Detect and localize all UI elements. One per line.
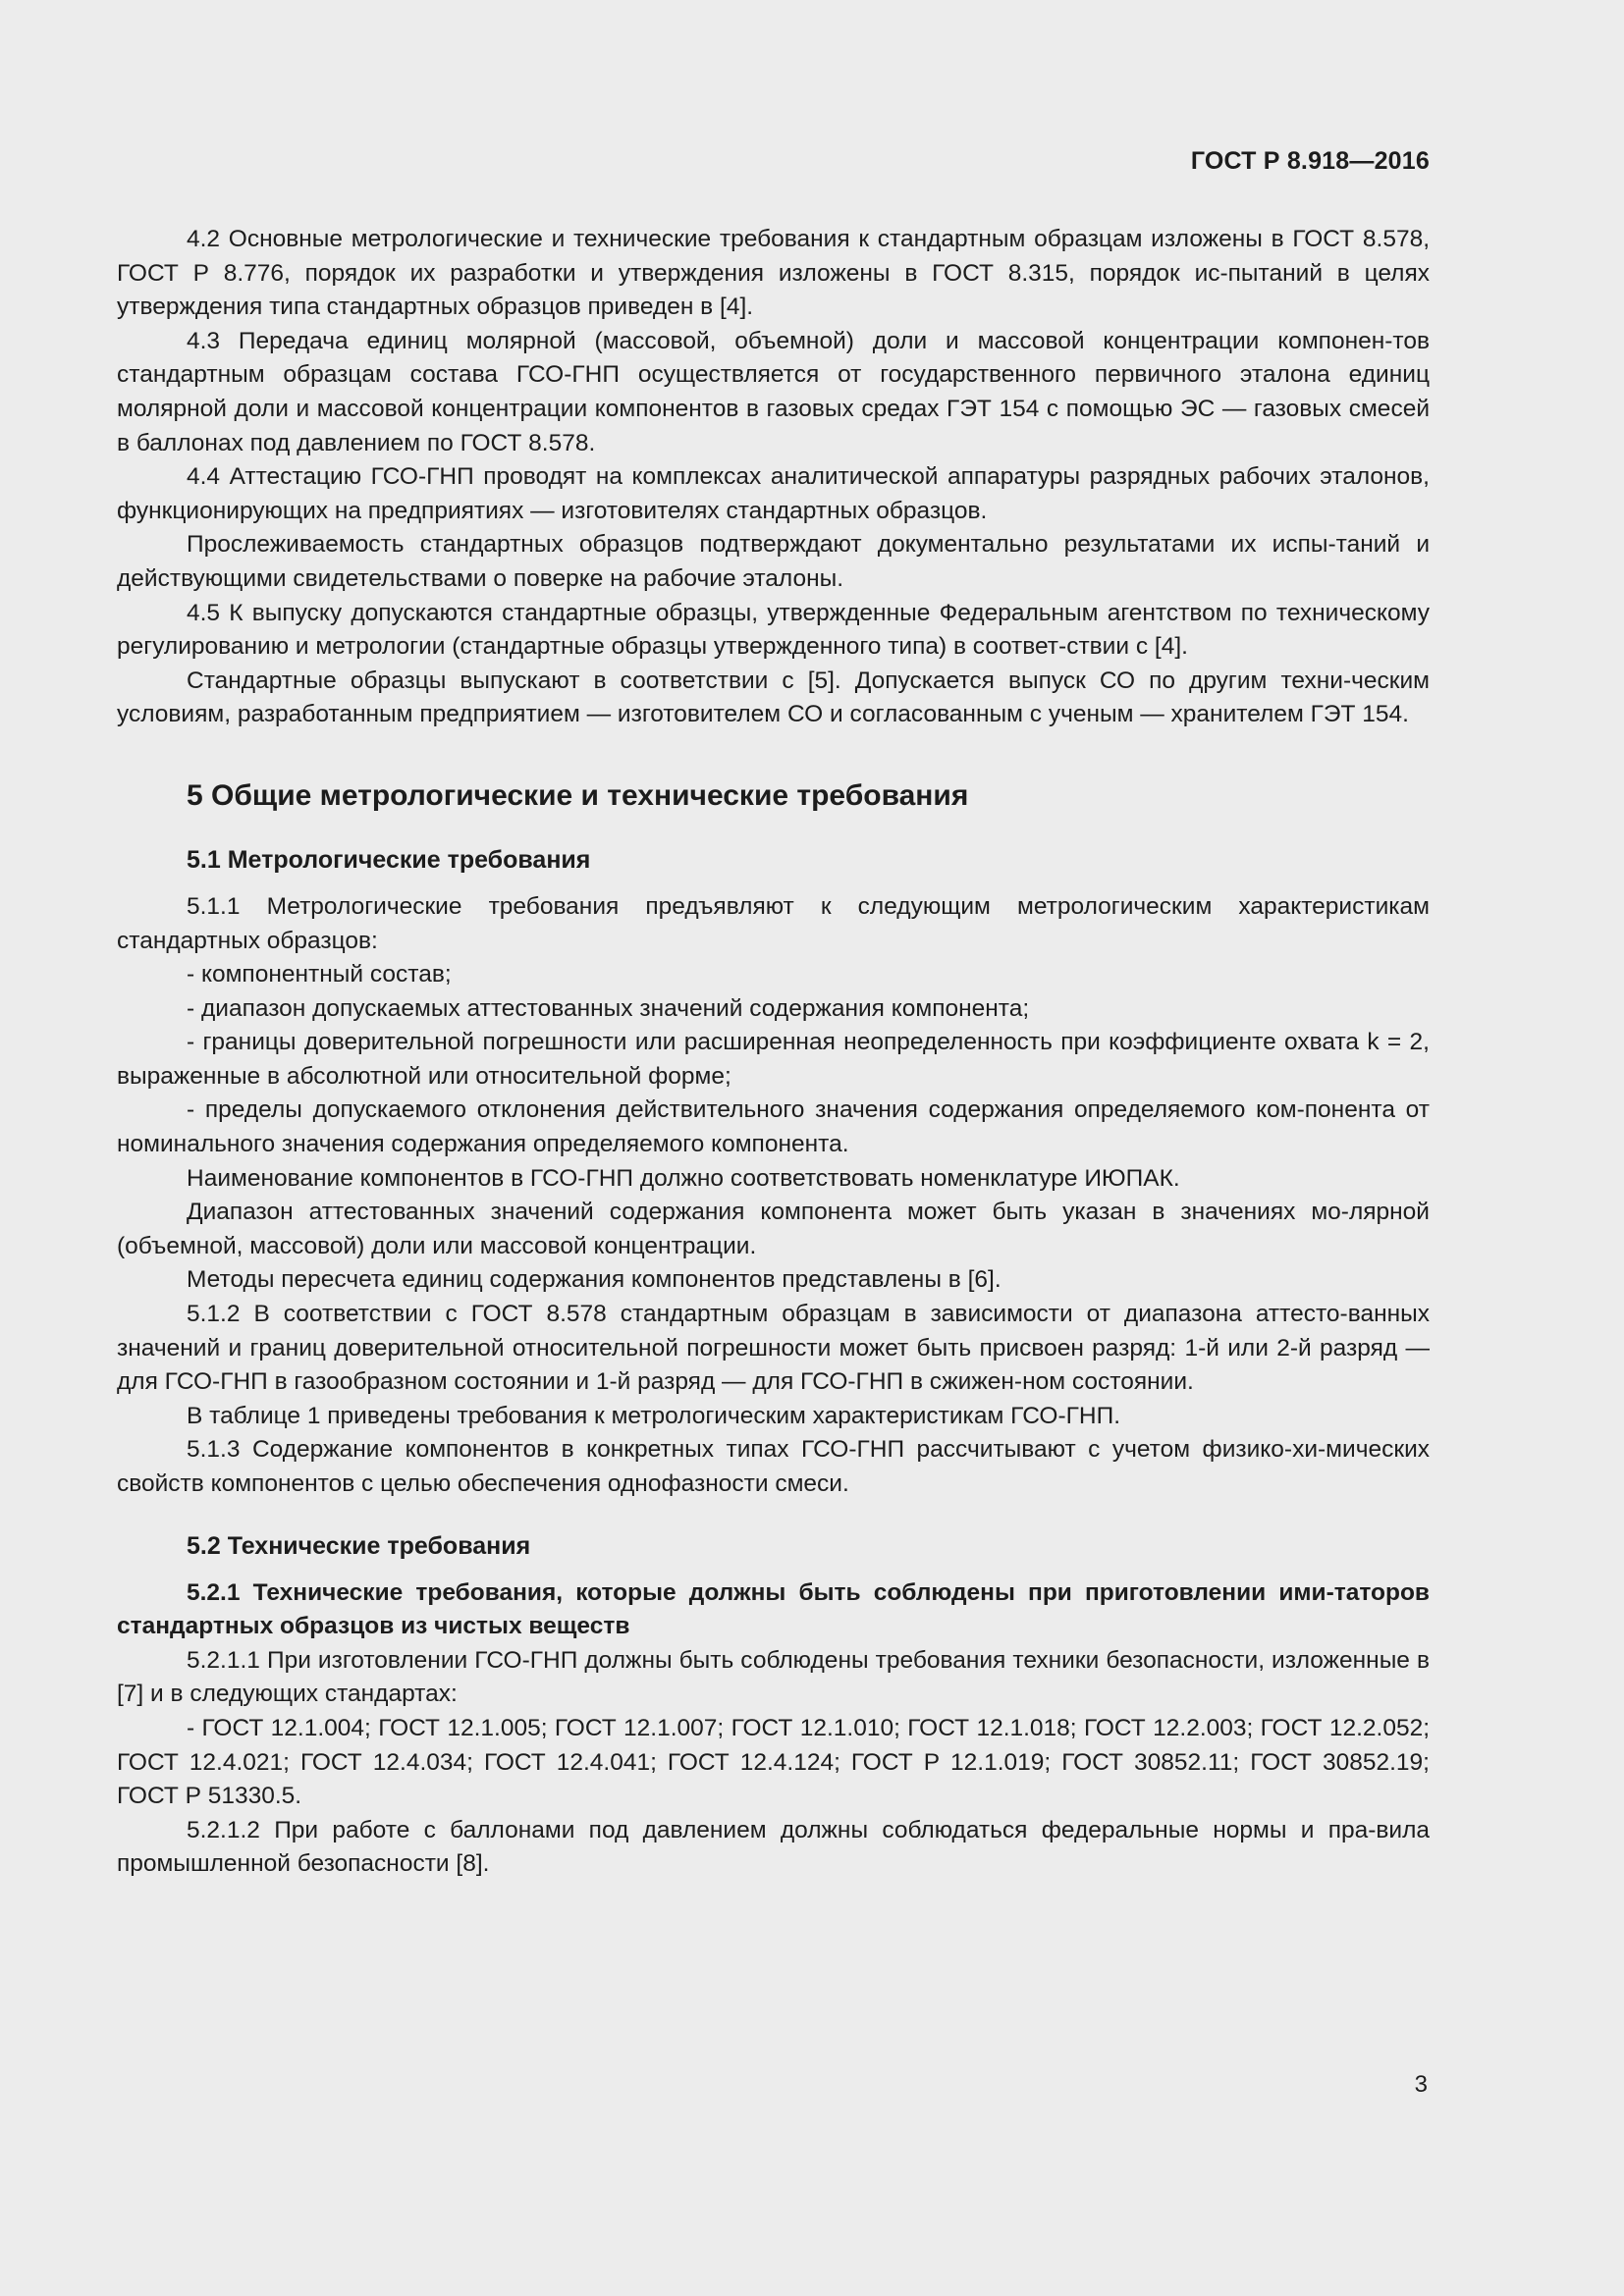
page-number: 3 [1414,2071,1428,2098]
document-code-header: ГОСТ Р 8.918—2016 [1190,147,1430,175]
paragraph-table-reference: В таблице 1 приведены требования к метрологическим характеристикам ГСО-ГНП. [187,1402,1121,1429]
list-item: - диапазон допускаемых аттестованных значений содержания компонента; [187,994,1030,1022]
paragraph-4-5: 4.5 К выпуску допускаются стандартные образцы, утвержденные Федеральным агентством по техническому регулированию и метрологии (стандартные образцы утвержденного типа) в соответ-ствии с [4]. [117,599,1430,661]
paragraph-5-1-3: 5.1.3 Содержание компонентов в конкретных типах ГСО-ГНП рассчитывают с учетом физико-хи-мических свойств компонентов с целью обеспечения однофазности смеси. [117,1436,1430,1497]
paragraph-traceability: Прослеживаемость стандартных образцов подтверждают документально результатами их испы-таний и действующими свидетельствами о поверке на рабочие эталоны. [117,531,1430,592]
paragraph-5-1-2: 5.1.2 В соответствии с ГОСТ 8.578 стандартным образцам в зависимости от диапазона аттесто-ванных значений и границ доверительной относительной погрешности может быть присвоен разряд: 1-й или 2-й разряд — для ГСО-ГНП в газообразном состоянии и 1-й разряд — для ГСО-ГНП в сжижен-ном состоянии. [117,1301,1430,1396]
list-item: - пределы допускаемого отклонения действительного значения содержания определяемого ком-понента от номинального значения содержания определяемого компонента. [117,1096,1430,1158]
list-item: - компонентный состав; [187,961,452,988]
list-item: - границы доверительной погрешности или расширенная неопределенность при коэффициенте охвата k = 2, выраженные в абсолютной или относительной форме; [117,1029,1430,1090]
paragraph-5-2-1-1: 5.2.1.1 При изготовлении ГСО-ГНП должны быть соблюдены требования техники безопасности, изложенные в [7] и в следующих стандартах: [117,1646,1430,1708]
paragraph-conversion-methods: Методы пересчета единиц содержания компонентов представлены в [6]. [187,1266,1001,1294]
paragraph-4-4: 4.4 Аттестацию ГСО-ГНП проводят на комплексах аналитической аппаратуры разрядных рабочих эталонов, функционирующих на предприятиях — изготовителях стандартных образцов. [117,463,1430,524]
paragraph-release-conditions: Стандартные образцы выпускают в соответствии с [5]. Допускается выпуск СО по другим техни-ческим условиям, разработанным предприятием — изготовителем СО и согласованным с ученым — хранителем ГЭТ 154. [117,667,1430,728]
paragraph-4-3: 4.3 Передача единиц молярной (массовой, объемной) доли и массовой концентрации компонен-тов стандартным образцам состава ГСО-ГНП осуществляется от государственного первичного эталона единиц молярной доли и массовой концентрации компонентов в газовых средах ГЭТ 154 с помощью ЭС — газовых смесей в баллонах под давлением по ГОСТ 8.578. [117,327,1430,456]
subsection-5-2-heading: 5.2 Технические требования [187,1531,531,1560]
paragraph-iupac-nomenclature: Наименование компонентов в ГСО-ГНП должно соответствовать номенклатуре ИЮПАК. [187,1164,1180,1192]
subsection-5-2-1-heading: 5.2.1 Технические требования, которые должны быть соблюдены при приготовлении ими-таторов стандартных образцов из чистых веществ [117,1578,1430,1640]
document-body [117,223,1430,1882]
paragraph-4-2: 4.2 Основные метрологические и технические требования к стандартным образцам изложены в ГОСТ 8.578, ГОСТ Р 8.776, порядок их разработки и утверждения изложены в ГОСТ 8.315, порядок ис-пытаний в целях утверждения типа стандартных образцов приведен в [4]. [117,226,1430,321]
standards-list: - ГОСТ 12.1.004; ГОСТ 12.1.005; ГОСТ 12.1.007; ГОСТ 12.1.010; ГОСТ 12.1.018; ГОСТ 12.2.003; ГОСТ 12.2.052; ГОСТ 12.4.021; ГОСТ 12.4.034; ГОСТ 12.4.041; ГОСТ 12.4.124; ГОСТ Р 12.1.019; ГОСТ 30852.11; ГОСТ 30852.19; ГОСТ Р 51330.5. [117,1714,1430,1810]
paragraph-5-2-1-2: 5.2.1.2 При работе с баллонами под давлением должны соблюдаться федеральные нормы и пра-вила промышленной безопасности [8]. [117,1816,1430,1878]
paragraph-5-1-1: 5.1.1 Метрологические требования предъявляют к следующим метрологическим характеристикам стандартных образцов: [117,892,1430,954]
section-5-heading: 5 Общие метрологические и технические требования [187,778,969,812]
paragraph-value-range: Диапазон аттестованных значений содержания компонента может быть указан в значениях мо-лярной (объемной, массовой) доли или массовой концентрации. [117,1199,1430,1259]
subsection-5-1-heading: 5.1 Метрологические требования [187,845,591,874]
